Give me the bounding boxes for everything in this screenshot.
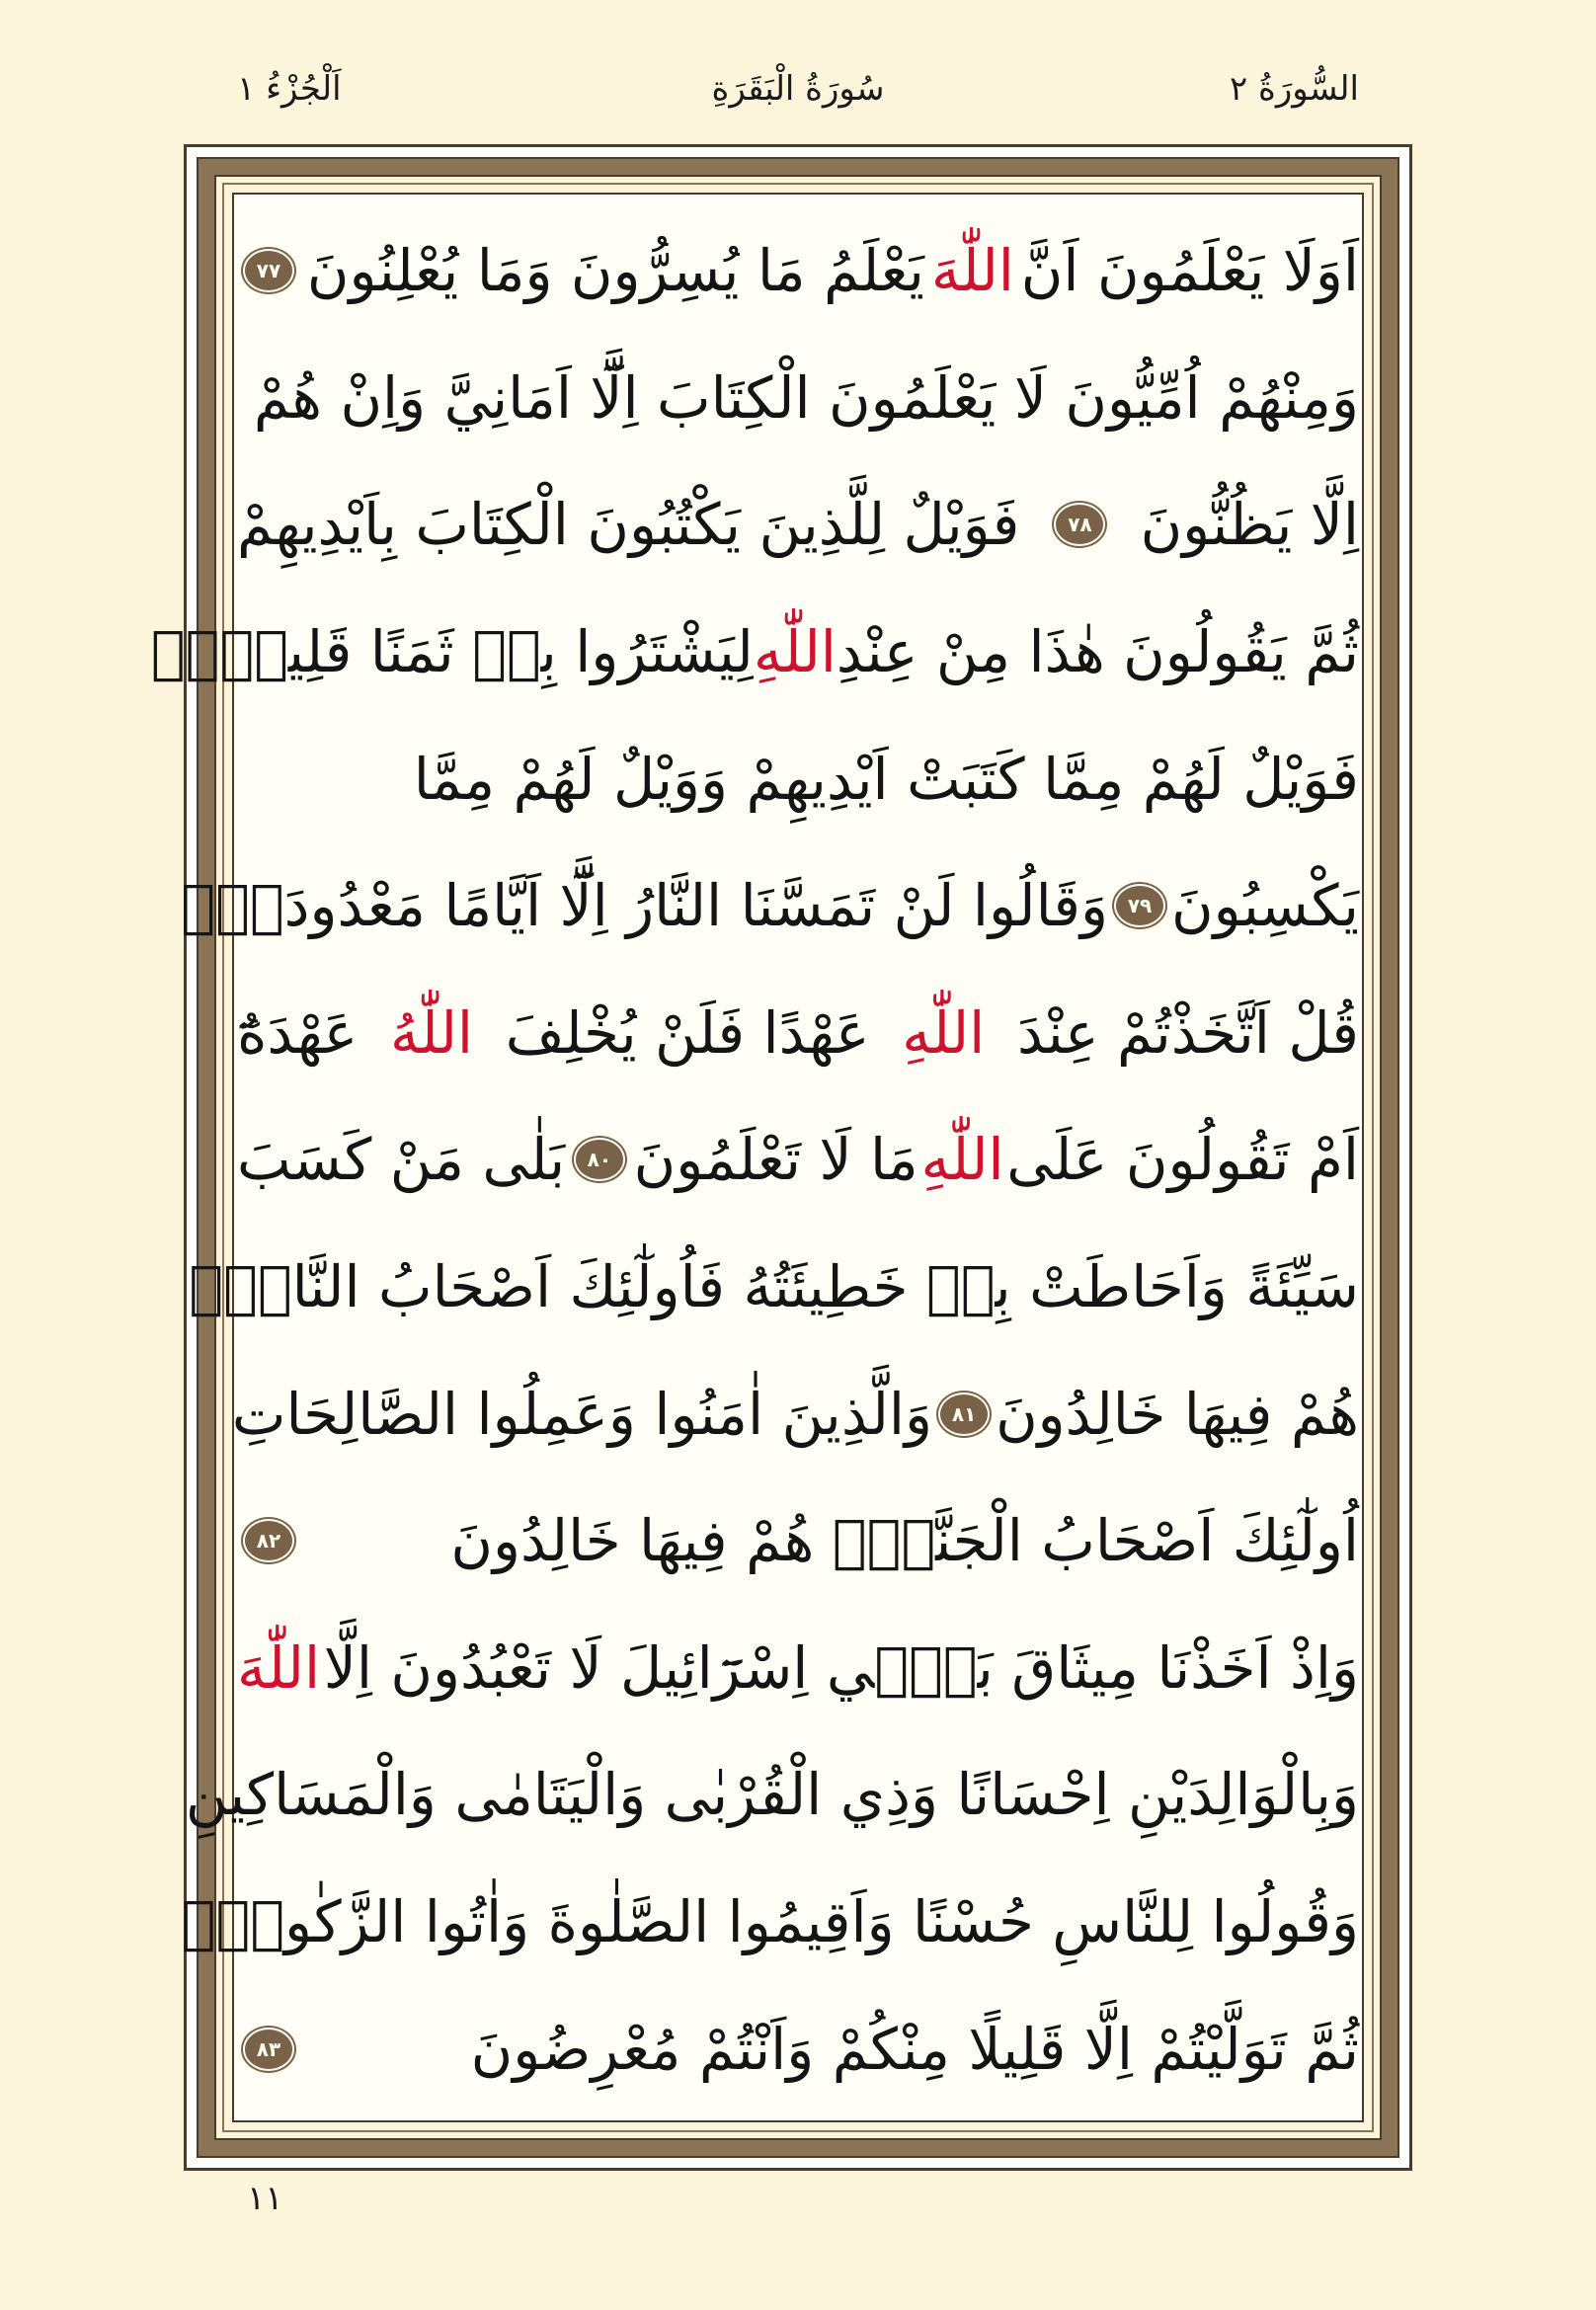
surah-number-label: السُّورَةُ ٢ [1229, 69, 1359, 109]
verse-text: وَبِالْوَالِدَيْنِ اِحْسَانًا وَذِي الْقُرْبٰى وَالْيَتَامٰى وَالْمَسَاكِينِ [185, 1761, 1359, 1829]
verse-text: عَهْدَهُٓ [237, 998, 359, 1067]
divine-name: اللّٰهِ [753, 618, 837, 686]
ayah-number-marker: ٨٠ [576, 1140, 623, 1179]
divine-name: اللّٰهُ [389, 998, 474, 1067]
page-number: ١١ [247, 2179, 283, 2218]
verse-text: اِلَّا يَظُنُّونَ [1140, 491, 1359, 559]
verse-line [237, 461, 1359, 589]
verse-text: وَالَّذِينَ اٰمَنُوا وَعَمِلُوا الصَّالِحَاتِ [231, 1380, 933, 1448]
verse-line [150, 589, 1359, 716]
ayah-number-marker: ٧٩ [1116, 886, 1163, 925]
ayah-number-marker: ٧٧ [245, 251, 292, 290]
divine-name: اللّٰهِ [902, 998, 986, 1067]
verse-line [237, 335, 1359, 462]
verse-line [237, 1985, 1359, 2112]
verse-line [231, 1350, 1359, 1477]
verse-text: يَكْسِبُونَ [1171, 872, 1359, 940]
verse-text: هُمْ فِيهَا خَالِدُونَ [996, 1380, 1359, 1448]
verse-text: اُولٰٓئِكَ اَصْحَابُ الْجَنَّةِۚ هُمْ فِيهَا خَالِدُونَ [450, 1507, 1359, 1575]
ayah-number-marker: ٧٨ [1056, 505, 1103, 544]
verse-text: عَهْدًا فَلَنْ يُخْلِفَ [505, 998, 870, 1067]
ayah-number-marker: ٨٢ [245, 1521, 292, 1560]
verse-line [237, 970, 1359, 1097]
divine-name: اللّٰهِ [920, 1126, 1004, 1194]
verse-line [237, 207, 1359, 335]
verse-text: وَاِذْ اَخَذْنَا مِيثَاقَ بَنٖٓي اِسْرَٓائِيلَ لَا تَعْبُدُونَ اِلَّا [323, 1633, 1359, 1702]
verse-text: اَمْ تَقُولُونَ عَلَى [1006, 1126, 1359, 1194]
verse-line [237, 1477, 1359, 1605]
verse-line [185, 1731, 1359, 1859]
verse-text: قُلْ اَتَّخَذْتُمْ عِنْدَ [1017, 998, 1359, 1067]
verse-text: فَوَيْلٌ لَهُمْ مِمَّا كَتَبَتْ اَيْدِيهِمْ وَوَيْلٌ لَهُمْ مِمَّا [413, 745, 1359, 813]
verse-text: فَوَيْلٌ لِلَّذِينَ يَكْتُبُونَ الْكِتَابَ بِاَيْدِيهِمْ [237, 491, 1020, 559]
ayah-number-marker: ٨١ [940, 1394, 988, 1434]
verse-text-block [150, 207, 1359, 2113]
verse-text: وَمِنْهُمْ اُمِّيُّونَ لَا يَعْلَمُونَ الْكِتَابَ اِلَّٓا اَمَانِيَّ وَاِنْ هُمْ [253, 363, 1359, 432]
verse-text: سَيِّئَةً وَاَحَاطَتْ بِهٖ خَطِيئَتُهُ فَاُولٰٓئِكَ اَصْحَابُ النَّارِۚ [189, 1253, 1359, 1321]
verse-text: ثُمَّ يَقُولُونَ هٰذَا مِنْ عِنْدِ [836, 618, 1359, 686]
page-header [0, 69, 1596, 138]
verse-text: اَوَلَا يَعْلَمُونَ اَنَّ [1020, 237, 1359, 305]
verse-text: بَلٰى مَنْ كَسَبَ [237, 1126, 566, 1194]
verse-line [181, 1859, 1359, 1986]
verse-text: ثُمَّ تَوَلَّيْتُمْ اِلَّا قَلِيلًا مِنْكُمْ وَاَنْتُمْ مُعْرِضُونَ [470, 2015, 1359, 2083]
verse-text: مَا لَا تَعْلَمُونَ [633, 1126, 918, 1194]
verse-line [189, 1224, 1359, 1351]
verse-text: وَقَالُوا لَنْ تَمَسَّنَا النَّارُ اِلَّٓا اَيَّامًا مَعْدُودَةًۜ [181, 872, 1109, 940]
verse-line [237, 1096, 1359, 1224]
verse-text: يَعْلَمُ مَا يُسِرُّونَ وَمَا يُعْلِنُونَ [306, 237, 924, 305]
juz-label: اَلْجُزْءُ ١ [237, 69, 342, 109]
surah-name-title: سُورَةُ الْبَقَرَةِ [711, 69, 885, 109]
verse-text: لِيَشْتَرُوا بِهٖ ثَمَنًا قَلِيلًاۜ [150, 618, 754, 686]
divine-name: اللّٰهَ [930, 237, 1014, 305]
ayah-number-marker: ٨٣ [245, 2030, 292, 2069]
verse-text: وَقُولُوا لِلنَّاسِ حُسْنًا وَاَقِيمُوا الصَّلٰوةَ وَاٰتُوا الزَّكٰوةَۜ [181, 1888, 1359, 1956]
verse-line [237, 715, 1359, 842]
verse-line [181, 842, 1359, 970]
verse-line [237, 1605, 1359, 1732]
divine-name: اللّٰهَ [237, 1633, 321, 1702]
